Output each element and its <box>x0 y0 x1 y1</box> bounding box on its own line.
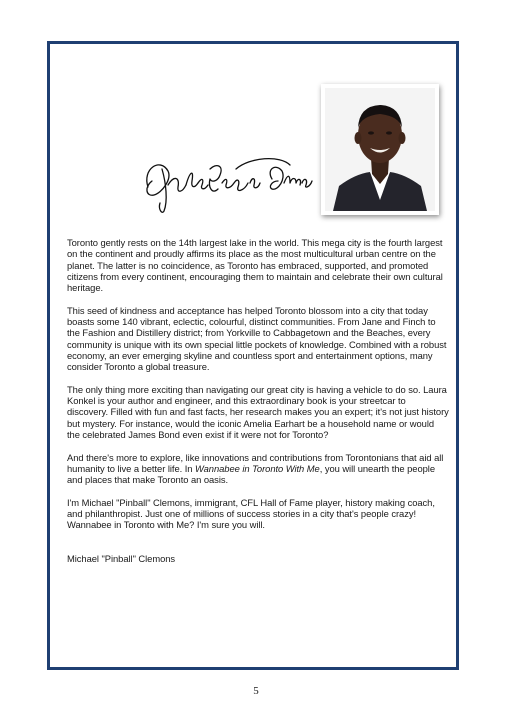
paragraph-4-before: And there's more to explore, like innovations and contributions from Torontonians that aid all humanity to live a better life. In <box>67 451 444 474</box>
paragraph-4-after: , you will unearth the people and places that make Toronto an oasis. <box>67 462 435 486</box>
signoff: Michael "Pinball" Clemons <box>67 552 176 564</box>
portrait-photo-frame <box>321 84 439 215</box>
page-frame <box>47 41 459 670</box>
paragraph-2: This seed of kindness and acceptance has helped Toronto blossom into a city that today boasts some 140 vibrant, eclectic, colourful, distinct communities. From Jane and Finch to the Fashion and Distillery district; from Yorkville to Cabbagetown and the Beaches, every community is unique with its own special little pockets of knowledge. Combined with a robust economy, an ever emerging skyline and countless sport and entertainment options, many consider Toronto a global treasure. <box>67 304 447 373</box>
paragraph-3: The only thing more exciting than navigating our great city is having a vehicle to do so. Laura Konkel is your author and engineer, and this extraordinary book is your streetcar to discovery. Filled with fun and fast facts, her research makes you an expert; it's not just history but mystery. For instance, would the iconic Amelia Earhart be a household name or would the celebrated James Bond even exist if it were not for Toronto? <box>67 383 449 441</box>
foreword-text <box>67 237 449 575</box>
page-number: 5 <box>253 685 259 697</box>
portrait-photo <box>325 88 435 211</box>
signature-image <box>140 149 315 214</box>
book-title: Wannabee in Toronto With Me <box>195 462 320 474</box>
paragraph-4 <box>67 452 449 486</box>
paragraph-1: Toronto gently rests on the 14th largest lake in the world. This mega city is the fourth largest on the continent and proudly affirms its place as the most multicultural urban centre on the planet. The latter is no coincidence, as Toronto has embraced, supported, and promoted citizens from every continent, encouraging them to maintain and celebrate their own cultural heritage. <box>67 237 443 294</box>
paragraph-5: I'm Michael "Pinball" Clemons, immigrant, CFL Hall of Fame player, history making coach, and philanthropist. Just one of millions of success stories in a city that's people crazy! Wannabee in Toronto with Me? I'm sure you will. <box>67 496 435 531</box>
